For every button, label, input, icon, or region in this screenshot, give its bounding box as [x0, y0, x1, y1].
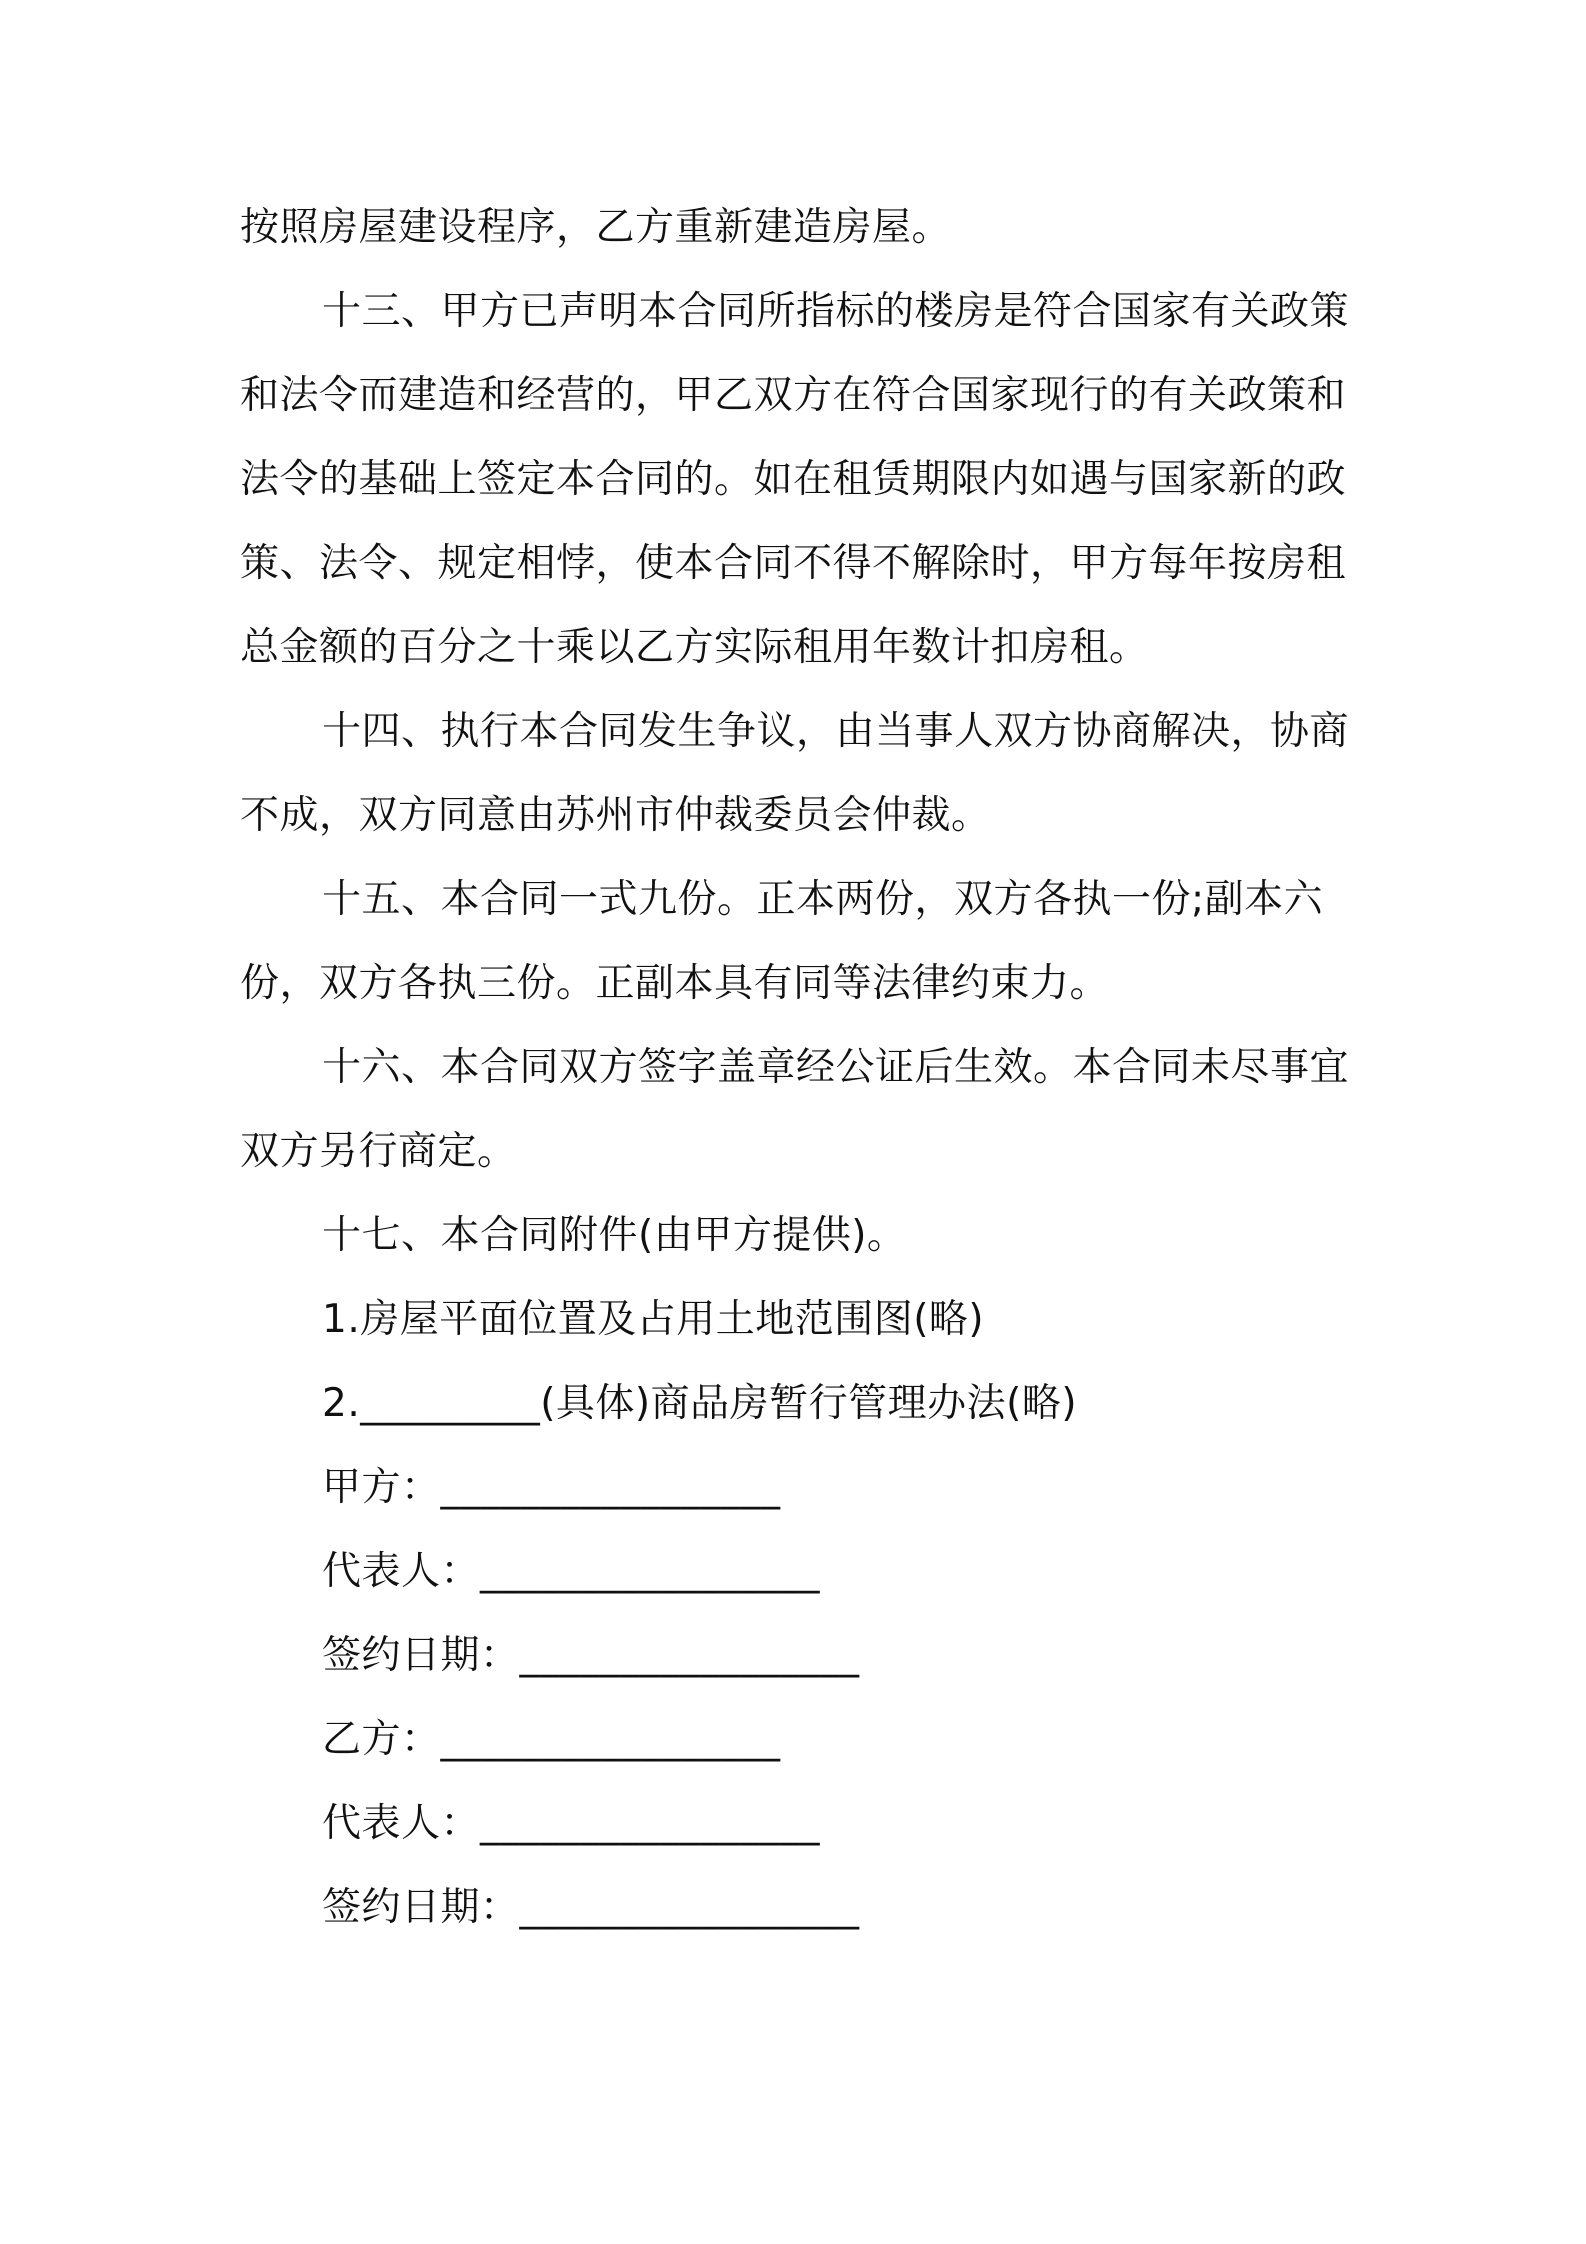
attachment-2: 2._________(具体)商品房暂行管理办法(略) — [322, 1381, 1078, 1426]
clause-15-line: 十五、本合同一式九份。正本两份，双方各执一份;副本六 — [322, 877, 1324, 922]
clause-17-line: 十七、本合同附件(由甲方提供)。 — [322, 1213, 907, 1258]
text-line-continuation: 按照房屋建设程序，乙方重新建造房屋。 — [240, 205, 952, 250]
signature-party-b: 乙方：_________________ — [322, 1717, 781, 1762]
signature-representative-a: 代表人：_________________ — [322, 1549, 821, 1594]
signature-party-a: 甲方：_________________ — [322, 1465, 781, 1510]
signature-date-b: 签约日期：_________________ — [322, 1885, 860, 1930]
clause-13-line: 和法令而建造和经营的，甲乙双方在符合国家现行的有关政策和 — [240, 373, 1347, 418]
clause-15-line: 份，双方各执三份。正副本具有同等法律约束力。 — [240, 961, 1110, 1006]
clause-13-line: 十三、甲方已声明本合同所指标的楼房是符合国家有关政策 — [322, 289, 1350, 334]
clause-13-line: 策、法令、规定相悖，使本合同不得不解除时，甲方每年按房租 — [240, 541, 1347, 586]
signature-date-a: 签约日期：_________________ — [322, 1633, 860, 1678]
signature-representative-b: 代表人：_________________ — [322, 1801, 821, 1846]
clause-16-line: 十六、本合同双方签字盖章经公证后生效。本合同未尽事宜 — [322, 1045, 1350, 1090]
clause-13-line: 总金额的百分之十乘以乙方实际租用年数计扣房租。 — [240, 625, 1149, 670]
attachment-1: 1.房屋平面位置及占用土地范围图(略) — [322, 1297, 985, 1342]
clause-16-line: 双方另行商定。 — [240, 1129, 517, 1174]
clause-14-line: 不成，双方同意由苏州市仲裁委员会仲裁。 — [240, 793, 991, 838]
clause-14-line: 十四、执行本合同发生争议，由当事人双方协商解决，协商 — [322, 709, 1350, 754]
clause-13-line: 法令的基础上签定本合同的。如在租赁期限内如遇与国家新的政 — [240, 457, 1347, 502]
